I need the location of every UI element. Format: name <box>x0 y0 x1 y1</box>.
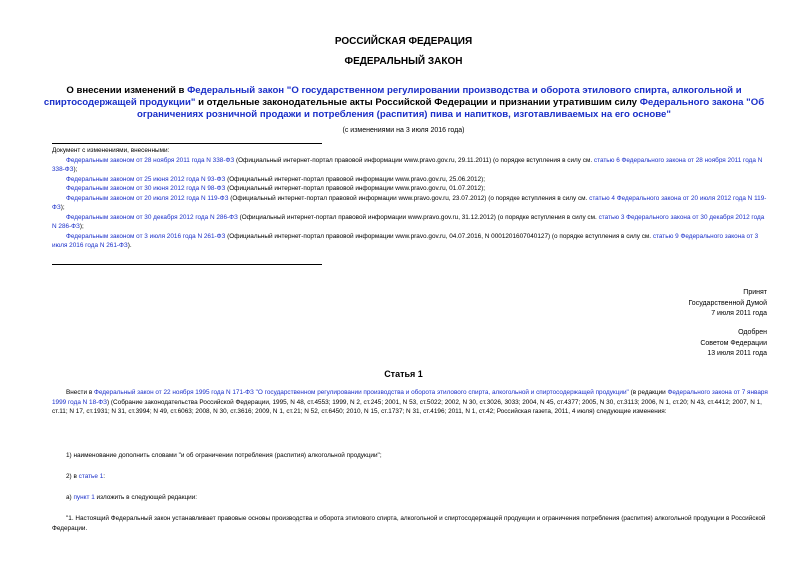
adoption-council-line: 13 июля 2011 года <box>707 350 767 357</box>
link-point-1[interactable]: пункт 1 <box>73 494 95 501</box>
divider-bottom <box>52 264 322 265</box>
amendment-text: (Официальный интернет-портал правовой информации www.pravo.gov.ru, 04.07.2016, N 0001201607040127) (о порядке вступления в силу см. <box>225 232 653 240</box>
amendment-item <box>52 184 770 194</box>
article-intro <box>52 388 770 417</box>
article-item-2a <box>66 493 766 503</box>
amendments-intro: Документ с изменениями, внесенными: <box>52 147 170 154</box>
item-2-text-a: 2) в <box>66 473 79 480</box>
adoption-council <box>560 328 767 360</box>
link-law-171fz[interactable]: Федеральный закон от 22 ноября 1995 года N 171-ФЗ "О государственном регулировании производства и оборота этилового спирта, алкогольной и спиртосодержащей продукции" <box>93 389 629 396</box>
amendment-article-link[interactable]: статью 9 Федерального закона от 3 июля 2016 года N 261-ФЗ <box>52 232 759 249</box>
article-intro-text-a: Внести в <box>66 389 94 396</box>
amendment-text: (Официальный интернет-портал правовой информации www.pravo.gov.ru, 23.07.2012) (о порядке вступления в силу см. <box>228 194 590 202</box>
article-item-1: 1) наименование дополнить словами "и об ограничении потребления (распития) алкогольной продукции"; <box>66 452 382 459</box>
amendment-text: (Официальный интернет-портал правовой информации www.pravo.gov.ru, 25.06.2012); <box>225 175 486 183</box>
adoption-duma-line: Государственной Думой <box>688 299 767 307</box>
article-item-2 <box>66 472 766 482</box>
title-text-2: и отдельные законодательные акты Российской Федерации и признании утратившим силу <box>195 96 640 108</box>
amendment-law-link[interactable]: Федеральным законом от 28 ноября 2011 года N 338-ФЗ <box>66 156 235 164</box>
amendment-law-link[interactable]: Федеральным законом от 30 декабря 2012 года N 286-ФЗ <box>66 213 238 221</box>
title-link-beer-law[interactable]: Федерального закона "Об ограничениях розничной продажи и потребления (распития) пива и напитков, изготавливаемых на его основе" <box>137 96 765 120</box>
revision-note: (с изменениями на 3 июля 2016 года) <box>342 127 465 134</box>
amendment-article-link[interactable]: статью 6 Федерального закона от 28 ноября 2011 года N 338-ФЗ <box>52 156 763 173</box>
article-intro-text-c: ) (Собрание законодательства Российской Федерации, 1995, N 48, ст.4553; 1999, N 2, ст.245; 2001, N 53, ст.5022; 2002, N 30, ст.3026, 3033; 2004, N 45, ст.4377; 2005, N 30, ст.3113; 2006, N 1, ст.20; N 43, ст.4412; 2007, N 1, ст.11; N 17, ст.1931; N 31, ст.3994; N 49, ст.6063; 2008, N 30, ст.3616; 2009, N 1, ст.21; N 52, ст.6450; 2010, N 15, ст.1737; N 31, ст.4196; 2011, N 1, ст.42; Российская газета, 2011, 4 июля) следующие изменения: <box>52 398 762 415</box>
adoption-council-line: Советом Федерации <box>700 339 767 347</box>
amendment-tail: ); <box>73 166 78 173</box>
amendment-law-link[interactable]: Федеральным законом от 25 июня 2012 года N 93-ФЗ <box>66 175 226 183</box>
item-2a-text-a: а) <box>66 494 74 501</box>
amendment-tail: ). <box>127 242 132 249</box>
amendments-list <box>52 156 770 251</box>
amendment-tail: ); <box>60 204 65 211</box>
article-intro-text-b: (в редакции <box>628 389 668 396</box>
adoption-duma-line: Принят <box>743 289 767 296</box>
amendment-item <box>52 194 770 213</box>
adoption-duma <box>560 288 767 320</box>
amendment-item <box>52 156 770 175</box>
article-heading: Статья 1 <box>384 369 423 379</box>
amendment-text: (Официальный интернет-портал правовой информации www.pravo.gov.ru, 29.11.2011) (о порядке вступления в силу см. <box>234 156 594 164</box>
link-law-18fz[interactable]: Федерального закона от 7 января 1999 года N 18-ФЗ <box>52 389 768 406</box>
amendment-item <box>52 175 770 185</box>
country-heading: РОССИЙСКАЯ ФЕДЕРАЦИЯ <box>334 36 473 47</box>
adoption-duma-line: 7 июля 2011 года <box>711 310 767 317</box>
amendment-law-link[interactable]: Федеральным законом от 20 июля 2012 года N 119-ФЗ <box>66 194 229 202</box>
amendment-article-link[interactable]: статью 4 Федерального закона от 20 июля 2012 года N 119-ФЗ <box>52 194 767 211</box>
divider-top <box>52 143 322 144</box>
title-link-alcohol-law[interactable]: Федеральный закон "О государственном регулировании производства и оборота этилового спирта, алкогольной и спиртосодержащей продукции" <box>43 85 742 108</box>
item-2-text-b: : <box>103 473 106 480</box>
amendment-item <box>52 232 770 251</box>
amendment-text: (Официальный интернет-портал правовой информации www.pravo.gov.ru, 31.12.2012) (о порядке вступления в силу см. <box>237 213 599 221</box>
doc-type-heading: ФЕДЕРАЛЬНЫЙ ЗАКОН <box>344 56 463 67</box>
law-title <box>28 85 780 120</box>
item-2a-text-b: изложить в следующей редакции: <box>94 494 198 501</box>
title-text-1: О внесении изменений в <box>66 85 188 96</box>
amendments-block <box>52 146 770 251</box>
amendment-article-link[interactable]: статью 3 Федерального закона от 30 декабря 2012 года N 286-ФЗ <box>52 213 765 230</box>
adoption-council-line: Одобрен <box>738 329 767 336</box>
article-quote: "1. Настоящий Федеральный закон устанавливает правовые основы производства и оборота этилового спирта, алкогольной и спиртосодержащей продукции и ограничения потребления (распития) алкогольной продукции в Российской Федерации. <box>52 515 766 532</box>
amendment-item <box>52 213 770 232</box>
link-article-1[interactable]: статье 1 <box>78 473 104 480</box>
amendment-law-link[interactable]: Федеральным законом от 3 июля 2016 года N 261-ФЗ <box>66 232 226 240</box>
amendment-text: (Официальный интернет-портал правовой информации www.pravo.gov.ru, 01.07.2012); <box>225 185 486 192</box>
amendment-tail: ); <box>79 223 84 230</box>
amendment-law-link[interactable]: Федеральным законом от 30 июня 2012 года N 98-ФЗ <box>66 185 226 192</box>
